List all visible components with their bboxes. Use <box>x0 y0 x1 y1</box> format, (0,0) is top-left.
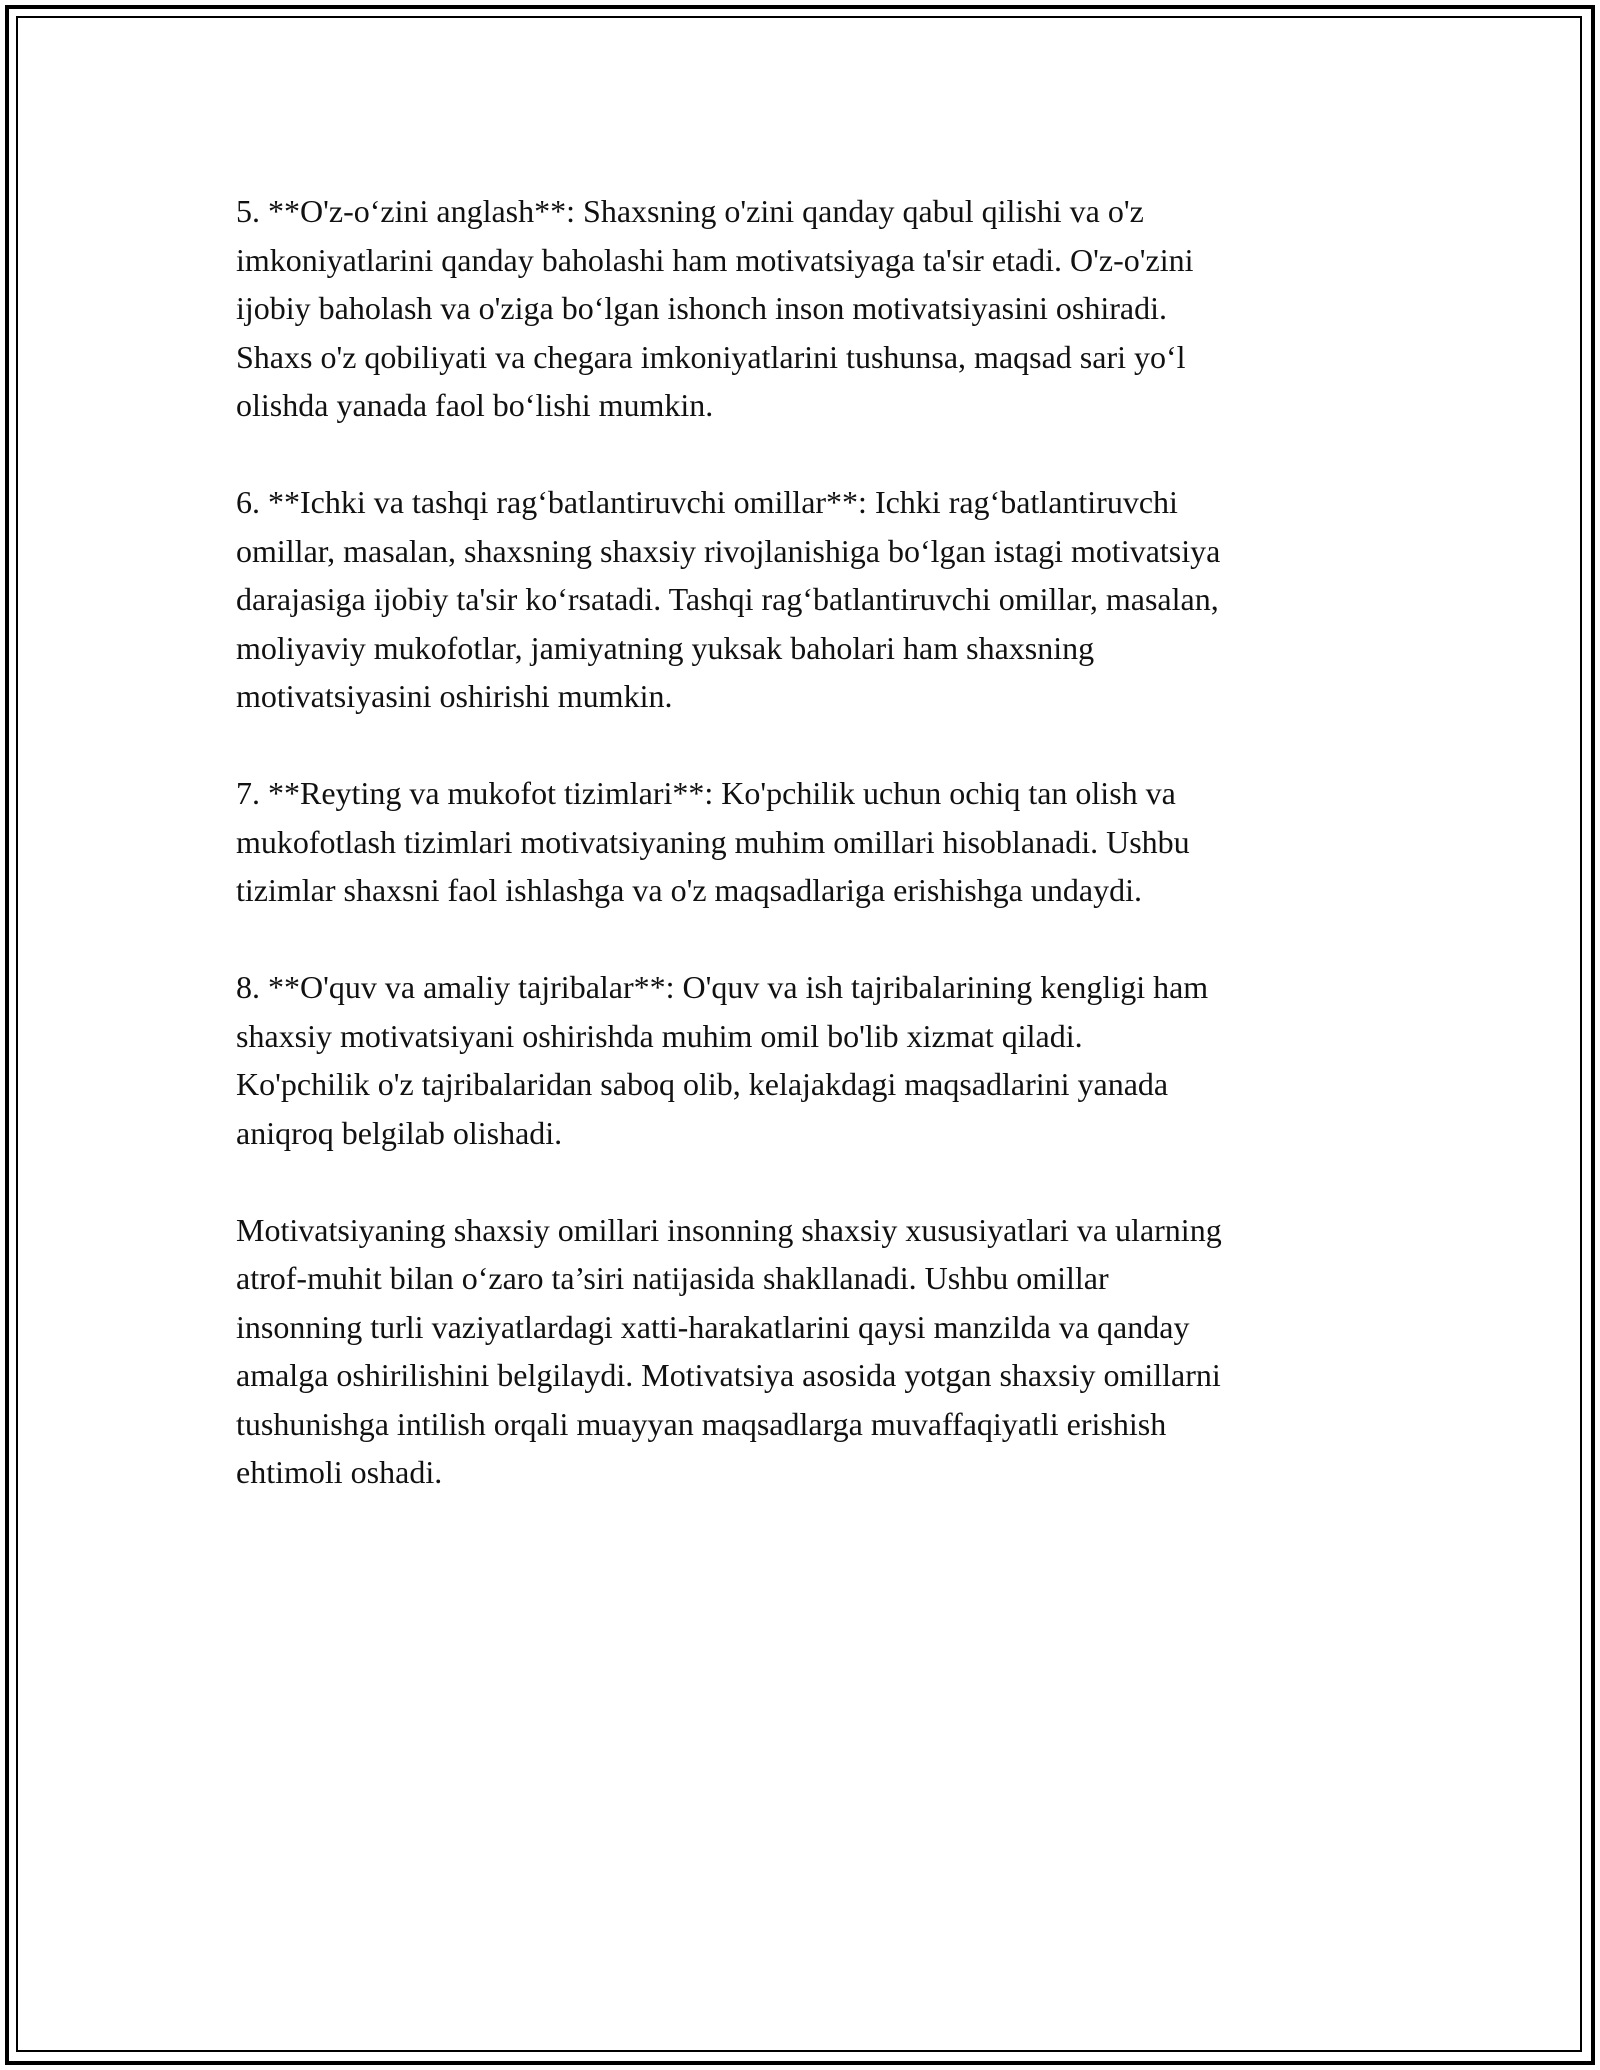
document-body <box>236 187 1386 1545</box>
paragraph-conclusion: Motivatsiyaning shaxsiy omillari insonning shaxsiy xususiyatlari va ularning atrof-muhit bilan o‘zaro ta’siri natijasida shakllanadi. Ushbu omillar insonning turli vaziyatlardagi xatti-harakatlarini qaysi manzilda va qanday amalga oshirilishini belgilaydi. Motivatsiya asosida yotgan shaxsiy omillarni tushunishga intilish orqali muayyan maqsadlarga muvaffaqiyatli erishish ehtimoli oshadi. <box>236 1211 1222 1490</box>
paragraph-item-5: 5. **O'z-o‘zini anglash**: Shaxsning o'zini qanday qabul qilishi va o'z imkoniyatlarini qanday baholashi ham motivatsiyaga ta'sir etadi. O'z-o'zini ijobiy baholash va o'ziga bo‘lgan ishonch inson motivatsiyasini oshiradi. Shaxs o'z qobiliyati va chegara imkoniyatlarini tushunsa, maqsad sari yo‘l olishda yanada faol bo‘lishi mumkin. <box>236 193 1194 423</box>
paragraph-item-8: 8. **O'quv va amaliy tajribalar**: O'quv va ish tajribalarining kengligi ham shaxsiy motivatsiyani oshirishda muhim omil bo'lib xizmat qiladi. Ko'pchilik o'z tajribalaridan saboq olib, kelajakdagi maqsadlarini yanada aniqroq belgilab olishadi. <box>236 969 1209 1151</box>
paragraph-item-7: 7. **Reyting va mukofot tizimlari**: Ko'pchilik uchun ochiq tan olish va mukofotlash tizimlari motivatsiyaning muhim omillari hisoblanadi. Ushbu tizimlar shaxsni faol ishlashga va o'z maqsadlariga erishishga undaydi. <box>236 775 1190 908</box>
paragraph-item-6: 6. **Ichki va tashqi rag‘batlantiruvchi omillar**: Ichki rag‘batlantiruvchi omillar, masalan, shaxsning shaxsiy rivojlanishiga bo‘lgan istagi motivatsiya darajasiga ijobiy ta'sir ko‘rsatadi. Tashqi rag‘batlantiruvchi omillar, masalan, moliyaviy mukofotlar, jamiyatning yuksak baholari ham shaxsning motivatsiyasini oshirishi mumkin. <box>236 484 1221 714</box>
